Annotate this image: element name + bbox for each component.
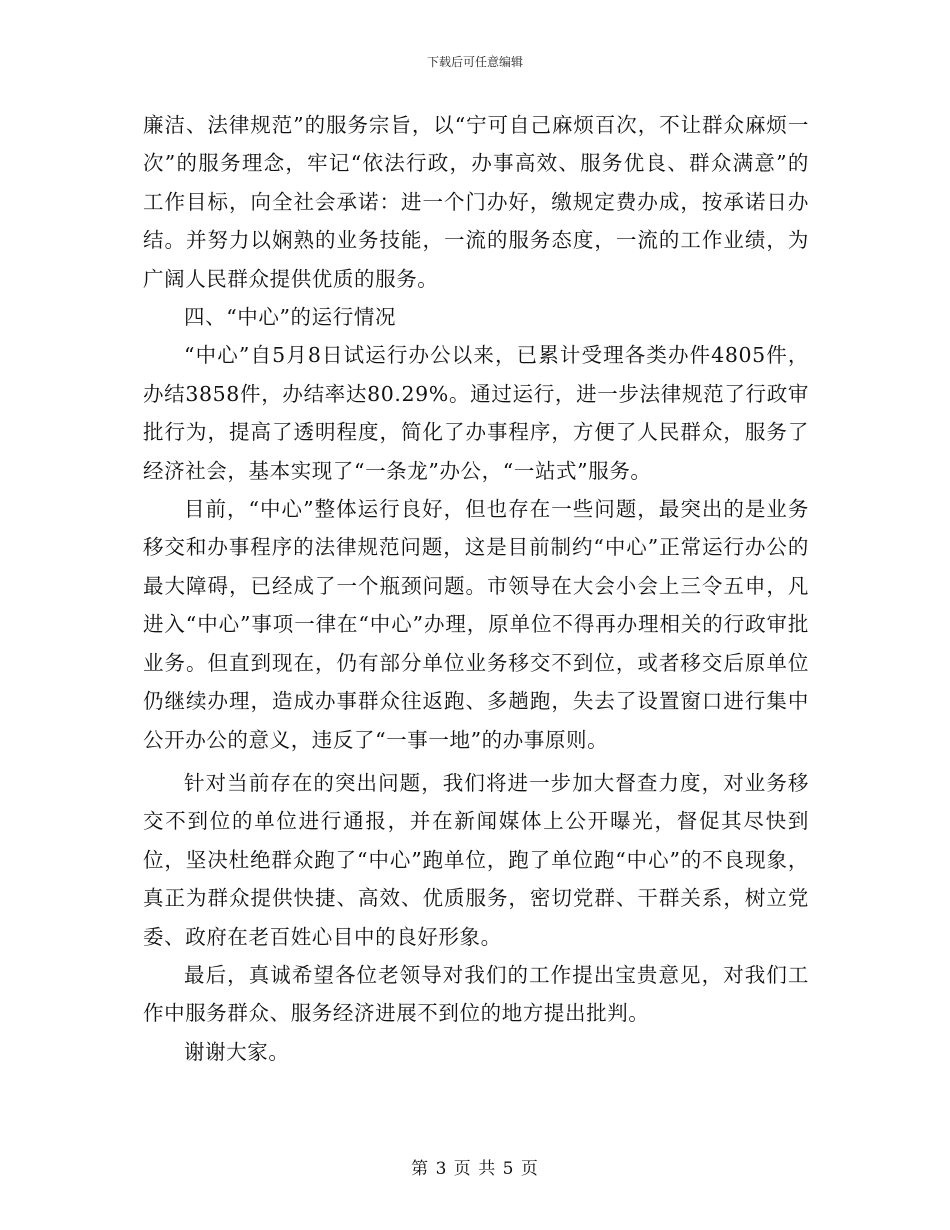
paragraph-service-commitment: 廉洁、法律规范”的服务宗旨，以“宁可自己麻烦百次，不让群众麻烦一次”的服务理念，牢记“依法行政，办事高效、服务优良、群众满意”的工作目标，向全社会承诺：进一个门办好，缴规定费办成，按承诺日办结。并努力以娴熟的业务技能，一流的服务态度，一流的工作业绩，为广阔人民群众提供优质的服务。 [143,113,809,291]
paragraph-operation-statistics: “中心”自5月8日试运行办公以来，已累计受理各类办件4805件，办结3858件，办结率达80.29%。通过运行，进一步法律规范了行政审批行为，提高了透明程度，简化了办事程序，方便了人民群众，服务了经济社会，基本实现了“一条龙”办公，“一站式”服务。 [143,343,809,483]
document-body [143,106,809,1071]
paragraph-corrective-measures: 针对当前存在的突出问题，我们将进一步加大督查力度，对业务移交不到位的单位进行通报，并在新闻媒体上公开曝光，督促其尽快到位，坚决杜绝群众跑了“中心”跑单位，跑了单位跑“中心”的不良现象，真正为群众提供快捷、高效、优质服务，密切党群、干群关系，树立党委、政府在老百姓心目中的良好形象。 [143,770,809,949]
paragraph-current-problems: 目前，“中心”整体运行良好，但也存在一些问题，最突出的是业务移交和办事程序的法律规范问题，这是目前制约“中心”正常运行办公的最大障碍，已经成了一个瓶颈问题。市领导在大会小会上三令五申，凡进入“中心”事项一律在“中心”办理，原单位不得再办理相关的行政审批业务。但直到现在，仍有部分单位业务移交不到位，或者移交后原单位仍继续办理，造成办事群众往返跑、多趟跑，失去了设置窗口进行集中公开办公的意义，违反了“一事一地”的办事原则。 [143,497,809,752]
page-header: 下载后可任意编辑 [426,55,523,69]
section-heading-center-operation: 四、“中心”的运行情况 [184,305,397,330]
paragraph-closing-request: 最后，真诚希望各位老领导对我们的工作提出宝贵意见，对我们工作中服务群众、服务经济进展不到位的地方提出批判。 [143,962,809,1026]
paragraph-thanks: 谢谢大家。 [184,1039,290,1064]
page-number-footer: 第 3 页 共 5 页 [411,1159,539,1179]
